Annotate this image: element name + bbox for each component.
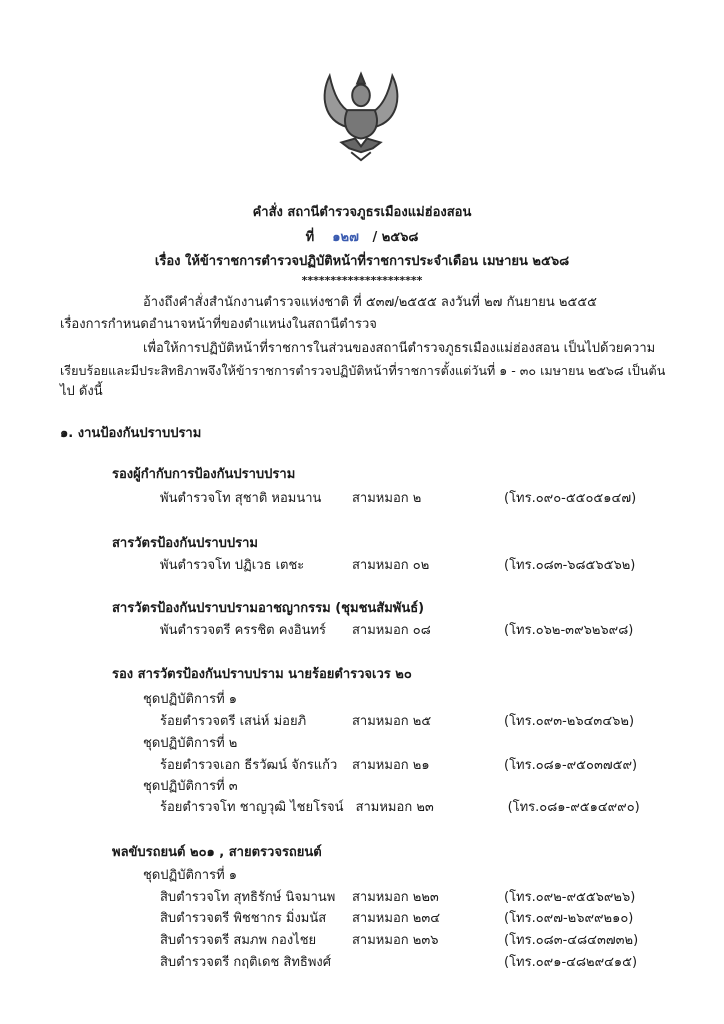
purpose-line-3: ไป ดังนี้ — [60, 384, 103, 399]
person-phone: (โทร.๐๘๓-๖๘๕๖๕๖๒) — [504, 558, 636, 573]
person-row — [160, 910, 633, 928]
purpose-line-2: เรียบร้อยและมีประสิทธิภาพจึงให้ข้าราชการตำรวจปฏิบัติหน้าที่ราชการตั้งแต่วันที่ ๑ - ๓๐ เมษายน ๒๕๖๘ เป็นต้น — [60, 363, 666, 378]
person-phone: (โทร.๐๙๒-๙๕๕๖๙๒๖) — [504, 890, 636, 905]
person-row — [160, 622, 633, 640]
person-name: สิบตำรวจตรี สมภพ กองไชย — [160, 933, 317, 948]
person-callsign: สามหมอก ๐๒ — [352, 558, 430, 573]
group-heading: สารวัตรป้องกันปราบปรามอาชญากรรม (ชุมชนสัมพันธ์) — [112, 601, 425, 616]
order-year: / ๒๕๖๘ — [372, 230, 419, 245]
group-heading: สารวัตรป้องกันปราบปราม — [112, 536, 258, 551]
purpose-line-1: เพื่อให้การปฏิบัติหน้าที่ราชการในส่วนของสถานีตำรวจภูธรเมืองแม่ฮ่องสอน เป็นไปด้วยความ — [143, 341, 656, 356]
person-phone: (โทร.๐๖๒-๓๙๖๒๖๙๘) — [504, 623, 634, 638]
section-title: ๑. งานป้องกันปราบปราม — [60, 426, 202, 441]
person-row — [160, 932, 638, 950]
person-row — [160, 713, 634, 731]
person-name: สิบตำรวจตรี พิชชากร มิ่งมนัส — [160, 911, 327, 926]
person-name: ร้อยตำรวจโท ชาญวุฒิ ไชยโรจน์ — [160, 800, 344, 815]
order-number: ๑๒๗ — [332, 230, 359, 245]
person-callsign: สามหมอก ๐๘ — [352, 623, 431, 638]
person-row — [160, 757, 637, 775]
person-row — [160, 889, 635, 907]
person-row — [160, 557, 635, 575]
person-callsign: สามหมอก ๒๓ — [355, 800, 434, 815]
person-phone: (โทร.๐๘๑-๙๕๑๔๙๙๐) — [507, 800, 640, 815]
person-name: สิบตำรวจโท สุทธิรักษ์ นิจมานพ — [160, 890, 336, 905]
person-phone: (โทร.๐๘๑-๙๕๐๓๗๕๙) — [504, 758, 638, 773]
person-phone: (โทร.๐๙๐-๕๕๐๕๑๔๗) — [504, 491, 637, 506]
person-phone: (โทร.๐๙๓-๒๖๔๓๔๖๒) — [504, 714, 635, 729]
order-subject: เรื่อง ให้ข้าราชการตำรวจปฏิบัติหน้าที่ราชการประจำเดือน เมษายน ๒๕๖๘ — [154, 254, 570, 269]
group-heading: รองผู้กำกับการป้องกันปราบปราม — [112, 467, 296, 482]
team-label: ชุดปฏิบัติการที่ ๓ — [143, 779, 238, 794]
person-callsign: สามหมอก ๒๒๓ — [352, 890, 439, 905]
person-phone: (โทร.๐๙๑-๔๘๒๙๔๑๕) — [504, 955, 638, 970]
person-phone: (โทร.๐๘๓-๔๘๔๓๗๓๒) — [504, 933, 639, 948]
order-title: คำสั่ง สถานีตำรวจภูธรเมืองแม่ฮ่องสอน — [252, 205, 472, 220]
reference-line-1: อ้างถึงคำสั่งสำนักงานตำรวจแห่งชาติ ที่ ๕๓๗/๒๕๕๕ ลงวันที่ ๒๗ กันยายน ๒๕๕๕ — [143, 295, 597, 310]
person-callsign: สามหมอก ๒ — [352, 491, 422, 506]
garuda-emblem — [312, 66, 410, 164]
group-heading: พลขับรถยนต์ ๒๐๑ , สายตรวจรถยนต์ — [112, 845, 322, 860]
person-callsign: สามหมอก ๒๓๖ — [352, 933, 439, 948]
person-callsign: สามหมอก ๒๕ — [352, 714, 432, 729]
team-label: ชุดปฏิบัติการที่ ๒ — [143, 736, 238, 751]
person-name: พันตำรวจโท สุชาติ หอมนาน — [160, 491, 322, 506]
group-heading: รอง สารวัตรป้องกันปราบปราม นายร้อยตำรวจเวร ๒๐ — [112, 667, 412, 682]
person-callsign: สามหมอก ๒๑ — [352, 758, 430, 773]
reference-line-2: เรื่องการกำหนดอำนาจหน้าที่ของตำแหน่งในสถานีตำรวจ — [60, 317, 377, 332]
team-label: ชุดปฏิบัติการที่ ๑ — [143, 692, 238, 707]
person-callsign: สามหมอก ๒๓๔ — [352, 911, 441, 926]
order-number-line — [0, 229, 724, 247]
person-row — [160, 490, 636, 508]
team-label: ชุดปฏิบัติการที่ ๑ — [143, 868, 238, 883]
order-prefix: ที่ — [305, 230, 315, 245]
person-phone: (โทร.๐๙๗-๒๖๙๙๒๑๐) — [504, 911, 634, 926]
person-name: ร้อยตำรวจตรี เสน่ห์ ม่อยภิ — [160, 714, 307, 729]
person-name: พันตำรวจโท ปฏิเวธ เตชะ — [160, 558, 305, 573]
person-row — [160, 799, 640, 817]
person-name: พันตำรวจตรี ครรชิต คงอินทร์ — [160, 623, 327, 638]
person-name: สิบตำรวจตรี กฤติเดช สิทธิพงศ์ — [160, 955, 332, 970]
person-row — [160, 954, 637, 972]
person-name: ร้อยตำรวจเอก ธีรวัฒน์ จักรแก้ว — [160, 758, 338, 773]
person-callsign — [352, 954, 492, 972]
separator-stars: ********************* — [301, 274, 423, 287]
